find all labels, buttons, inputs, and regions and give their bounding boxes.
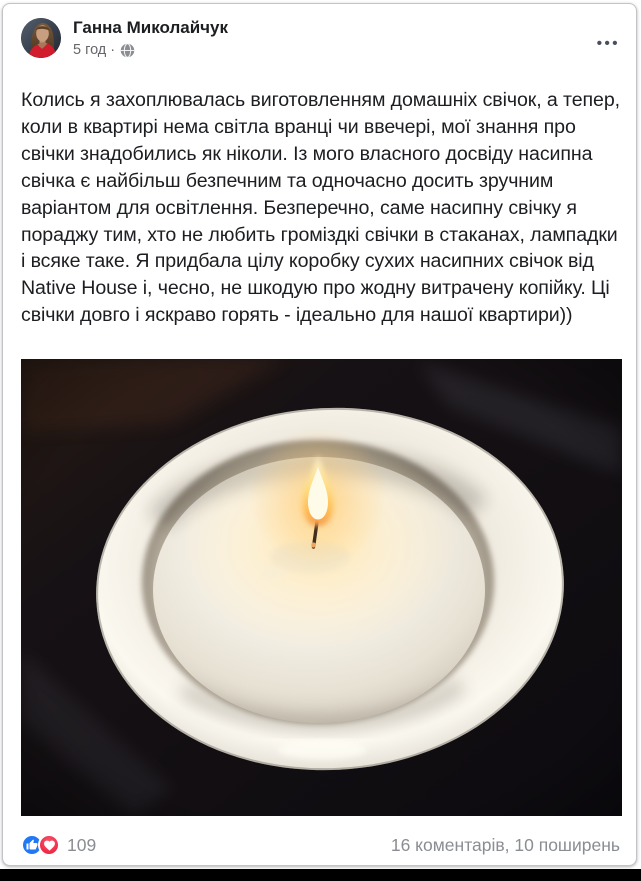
love-heart-icon[interactable]: [38, 834, 60, 856]
post-footer: [21, 831, 620, 859]
reactions-group[interactable]: [21, 834, 96, 856]
comments-shares-summary[interactable]: 16 коментарів, 10 поширень: [390, 834, 620, 855]
author-name[interactable]: Ганна Миколайчук: [73, 18, 228, 37]
bottom-strip: [0, 869, 641, 881]
post-text: Колись я захоплювалась виготовленням домашніх свічок, а тепер, коли в квартирі нема світла вранці чи ввечері, мої знання про свічки знадобились як ніколи. Із мого власного досвіду насипна свічка є найбільш безпечним та одночасно досить зручним варіантом для освітлення. Безперечно, саме насипну свічку я пораджу тим, хто не любить громіздкі свічки в стаканах, лампадки і всяке таке. Я придбала цілу коробку сухих насипних свічок від Native House і, чесно, не шкодую про жодну витрачену копійку. Ці свічки довго і яскраво горять - ідеально для нашої квартири)): [21, 89, 620, 327]
candle-photo[interactable]: [21, 359, 622, 816]
meta-separator: ·: [110, 42, 116, 58]
reaction-count[interactable]: 109: [67, 834, 97, 855]
post-card: [2, 3, 637, 866]
post-options-button[interactable]: •••: [596, 35, 620, 52]
avatar[interactable]: [21, 18, 61, 58]
post-meta: [73, 42, 135, 58]
candle-photo-image: [21, 359, 622, 816]
post-header: [21, 16, 622, 64]
avatar-image: [21, 18, 61, 58]
privacy-globe-icon: [120, 43, 135, 58]
post-timestamp[interactable]: 5 год: [73, 42, 107, 58]
